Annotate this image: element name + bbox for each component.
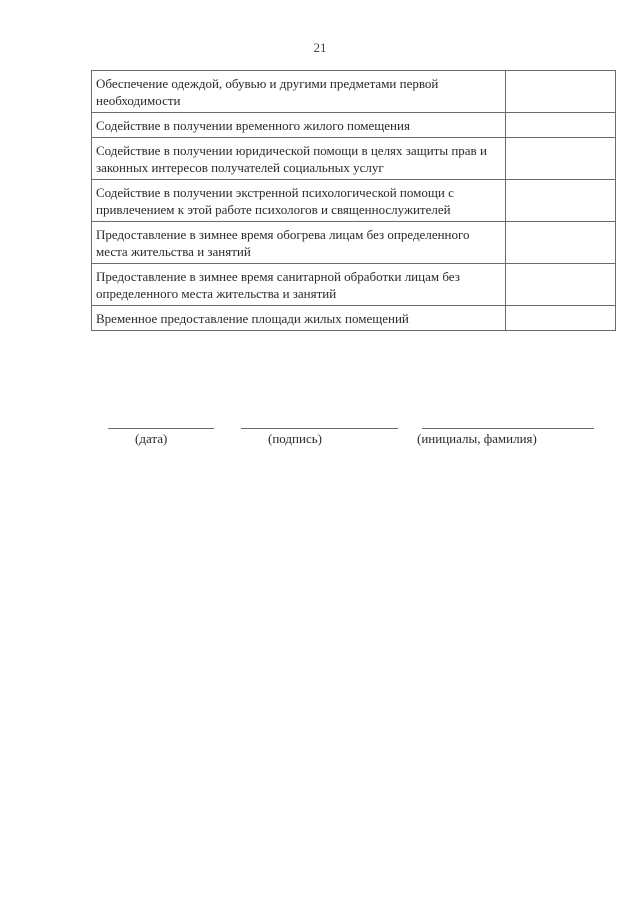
signature-label: (подпись): [268, 431, 322, 446]
service-mark-cell: [506, 264, 616, 306]
service-mark-cell: [506, 138, 616, 180]
table-row: [92, 138, 616, 180]
service-name-cell: Содействие в получении временного жилого помещения: [92, 113, 506, 138]
service-mark-cell: [506, 306, 616, 331]
service-mark-cell: [506, 71, 616, 113]
table-row: [92, 264, 616, 306]
table-row: [92, 71, 616, 113]
service-name-cell: Предоставление в зимнее время обогрева лицам без определенного места жительства и занятий: [92, 222, 506, 264]
table-row: [92, 222, 616, 264]
services-table: [91, 70, 616, 331]
date-label: (дата): [135, 431, 168, 446]
name-line: [422, 428, 594, 429]
service-name-cell: Содействие в получении экстренной психологической помощи с привлечением к этой работе психологов и священнослужителей: [92, 180, 506, 222]
service-name-cell: Предоставление в зимнее время санитарной обработки лицам без определенного места жительства и занятий: [92, 264, 506, 306]
service-mark-cell: [506, 180, 616, 222]
name-label: (инициалы, фамилия): [417, 431, 537, 446]
date-line: [108, 428, 214, 429]
service-name-cell: Содействие в получении юридической помощи в целях защиты прав и законных интересов получателей социальных услуг: [92, 138, 506, 180]
table-row: [92, 306, 616, 331]
signature-block: [0, 420, 640, 460]
table-row: [92, 113, 616, 138]
service-mark-cell: [506, 113, 616, 138]
service-name-cell: Временное предоставление площади жилых помещений: [92, 306, 506, 331]
table-row: [92, 180, 616, 222]
service-mark-cell: [506, 222, 616, 264]
page-number: 21: [313, 40, 327, 55]
signature-line: [241, 428, 398, 429]
service-name-cell: Обеспечение одеждой, обувью и другими предметами первой необходимости: [92, 71, 506, 113]
